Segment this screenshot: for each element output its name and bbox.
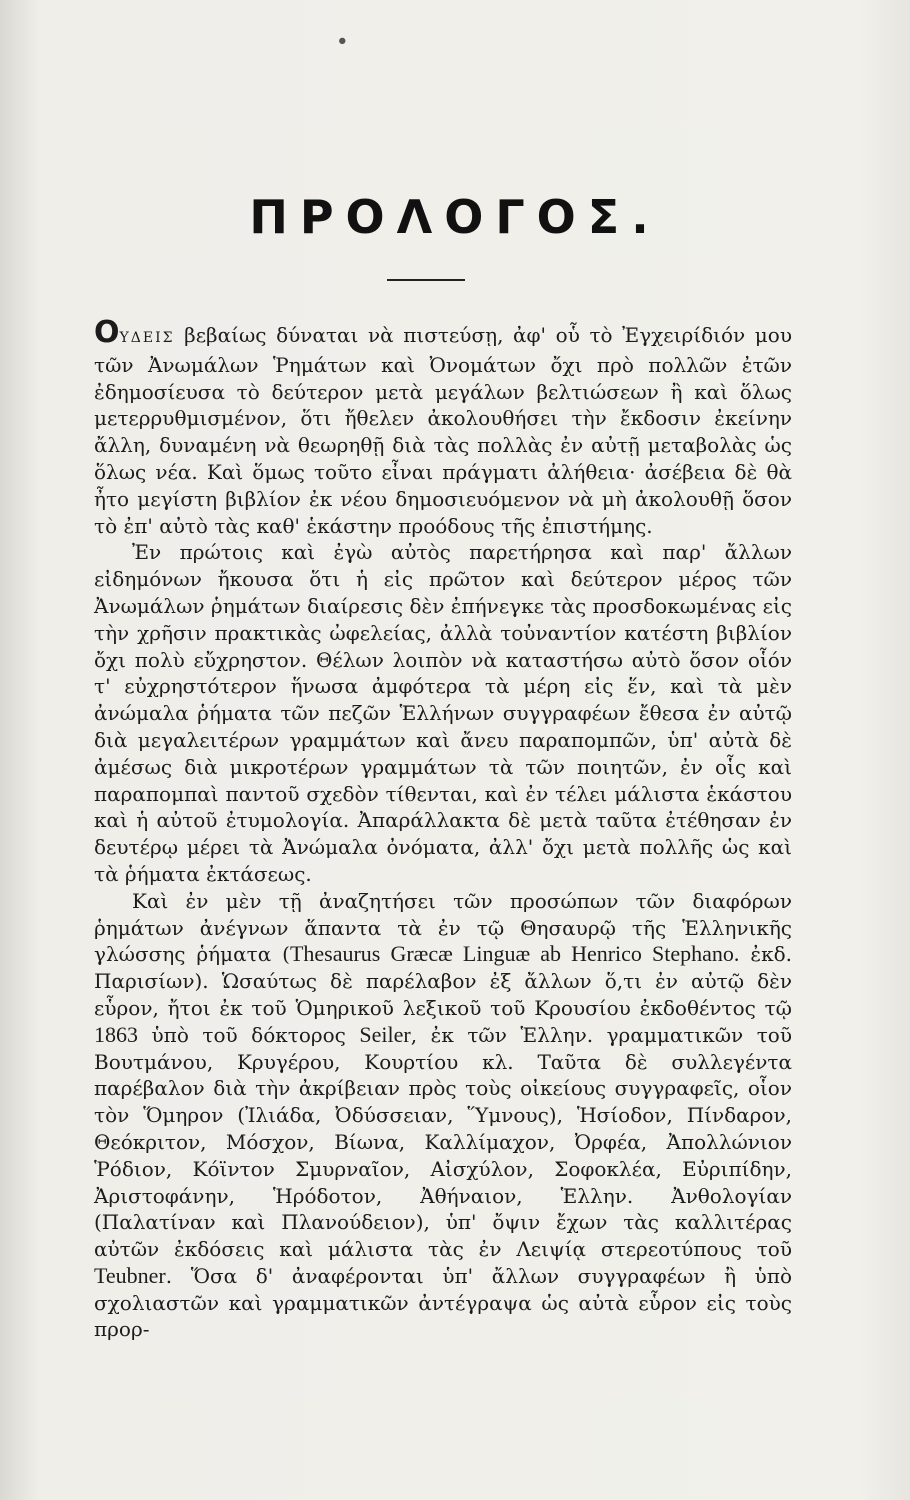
paragraph-3-middle-3: , ἐκ τῶν Ἑλλην. γραμματικῶν τοῦ Βουτμάνου, Κρυγέρου, Κουρτίου κλ. Ταῦτα δὲ συλλεγέντα παρέβαλον διὰ τὴν ἀκρίβειαν πρὸς τοὺς οἰκείους συγγραφεῖς, οἷον τὸν Ὅμηρον (Ἰλιάδα, Ὀδύσσειαν, Ὕμνους), Ἡσίοδον, Πίνδαρον, Θεόκριτον, Μόσχον, Βίωνα, Καλλίμαχον, Ὀρφέα, Ἀπολλώνιον Ῥόδιον, Κόϊντον Σμυρναῖον, Αἰσχύλον, Σοφοκλέα, Εὐριπίδην, Ἀριστοφάνην, Ἡρόδοτον, Ἀθήναιον, Ἑλλην. Ἀνθολογίαν (Παλατίναν καὶ Πλανούδειον), ὑπ' ὄψιν ἔχων τὰς καλλιτέρας αὐτῶν ἐκδόσεις καὶ μάλιστα τὰς ἐν Λειψίᾳ στερεοτύπους τοῦ (94, 1022, 792, 1262)
latin-title-thesaurus: Thesaurus Græcæ Linguæ ab Henrico Stephano. (289, 941, 740, 967)
paragraph-3-middle-1: ἐκδ. Παρισίων). Ὡσαύτως δὲ παρέλαβον ἐξ ἄλλων ὅ,τι ἐν αὐτῷ δὲν εὗρον, ἤτοι ἐκ τοῦ Ὁμηρικοῦ λεξικοῦ τοῦ Κρουσίου ἐκδοθέντος τῷ (94, 942, 792, 1020)
year-number: 1863 (94, 1021, 138, 1047)
body-text (94, 315, 792, 1343)
latin-name-teubner: Teubner (94, 1262, 166, 1288)
paragraph-2 (94, 539, 792, 887)
paragraph-2-text: Ἐν πρώτοις καὶ ἐγὼ αὐτὸς παρετήρησα καὶ παρ' ἄλλων εἰδημόνων ἤκουσα ὅτι ἡ εἰς πρῶτον καὶ δεύτερον μέρος τῶν Ἀνωμάλων ῥημάτων διαίρεσις δὲν ἐπήνεγκε τὰς προσδοκωμένας εἰς τὴν χρῆσιν πρακτικὰς ὠφελείας, ἀλλὰ τοὐναντίον κατέστη βιβλίον ὄχι πολὺ εὔχρηστον. Θέλων λοιπὸν νὰ καταστήσω αὐτὸ ὅσον οἷόν τ' εὐχρηστότερον ἥνωσα ἀμφότερα τὰ μέρη εἰς ἕν, καὶ τὰ μὲν ἀνώμαλα ῥήματα τῶν πεζῶν Ἑλλήνων συγγραφέων ἔθεσα ἐν αὐτῷ διὰ μεγαλειτέρων γραμμάτων καὶ ἄνευ παραπομπῶν, ὑπ' αὐτὰ δὲ ἀμέσως διὰ μικροτέρων γραμμάτων τὰ τῶν ποιητῶν, ἐν οἷς καὶ παραπομπαὶ παντοῦ σχεδὸν τίθενται, καὶ ἐν τέλει μάλιστα ἑκάστου καὶ ἡ αὐτοῦ ἐτυμολογία. Ἀπαράλλακτα δὲ μετὰ ταῦτα ἐτέθησαν ἐν δευτέρῳ μέρει τὰ Ἀνώμαλα ὀνόματα, ἀλλ' ὄχι μετὰ πολλῆς ὡς καὶ τὰ ῥήματα ἐκτάσεως. (94, 540, 792, 886)
page-title: ΠΡΟΛΟΓΟΣ. (249, 190, 661, 244)
paragraph-1-text: βεβαίως δύναται νὰ πιστεύσῃ, ἀφ' οὗ τὸ Ἐγχειρίδιόν μου τῶν Ἀνωμάλων Ῥημάτων καὶ Ὀνομάτων ὄχι πρὸ πολλῶν ἐτῶν ἐδημοσίευσα τὸ δεύτερον μετὰ μεγάλων βελτιώσεων ἢ καὶ ὅλως μετερρυθμισμένον, ὅτι ἤθελεν ἀκολουθήσει τὴν ἔκδοσιν ἐκείνην ἄλλη, δυναμένη νὰ θεωρηθῇ διὰ τὰς πολλὰς ἐν αὐτῇ μεταβολὰς ὡς ὅλως νέα. Καὶ ὅμως τοῦτο εἶναι πράγματι ἀλήθεια· ἀσέβεια δὲ θὰ ἦτο μεγίστη βιβλίον ἐκ νέου δημοσιευόμενον νὰ μὴ ἀκολουθῇ ὅσον τὸ ἐπ' αὐτὸ τὰς καθ' ἑκάστην προόδους τῆς ἐπιστήμης. (94, 323, 792, 538)
paragraph-3-middle-2: ὑπὸ τοῦ δόκτορος (138, 1022, 360, 1047)
paragraph-1 (94, 315, 792, 539)
drop-cap: O (94, 315, 120, 350)
paragraph-3-after: . Ὅσα δ' ἀναφέρονται ὑπ' ἄλλων συγγραφέων ἢ ὑπὸ σχολιαστῶν καὶ γραμματικῶν ἀντέγραψα ὡς αὐτὰ εὗρον εἰς τοὺς προρ- (94, 1263, 792, 1342)
paragraph-3 (94, 888, 792, 1344)
paragraph-3-before: Καὶ ἐν μὲν τῇ ἀναζητήσει τῶν προσώπων τῶν διαφόρων ῥημάτων ἀνέγνων ἅπαντα τὰ ἐν τῷ Θησαυρῷ τῆς Ἑλληνικῆς γλώσσης ῥήματα ( (94, 888, 792, 967)
page-mark: • (334, 29, 351, 56)
latin-name-seiler: Seiler (359, 1021, 411, 1047)
lead-word: ΥΔΕΙΣ (119, 330, 175, 346)
title-rule (387, 279, 465, 281)
